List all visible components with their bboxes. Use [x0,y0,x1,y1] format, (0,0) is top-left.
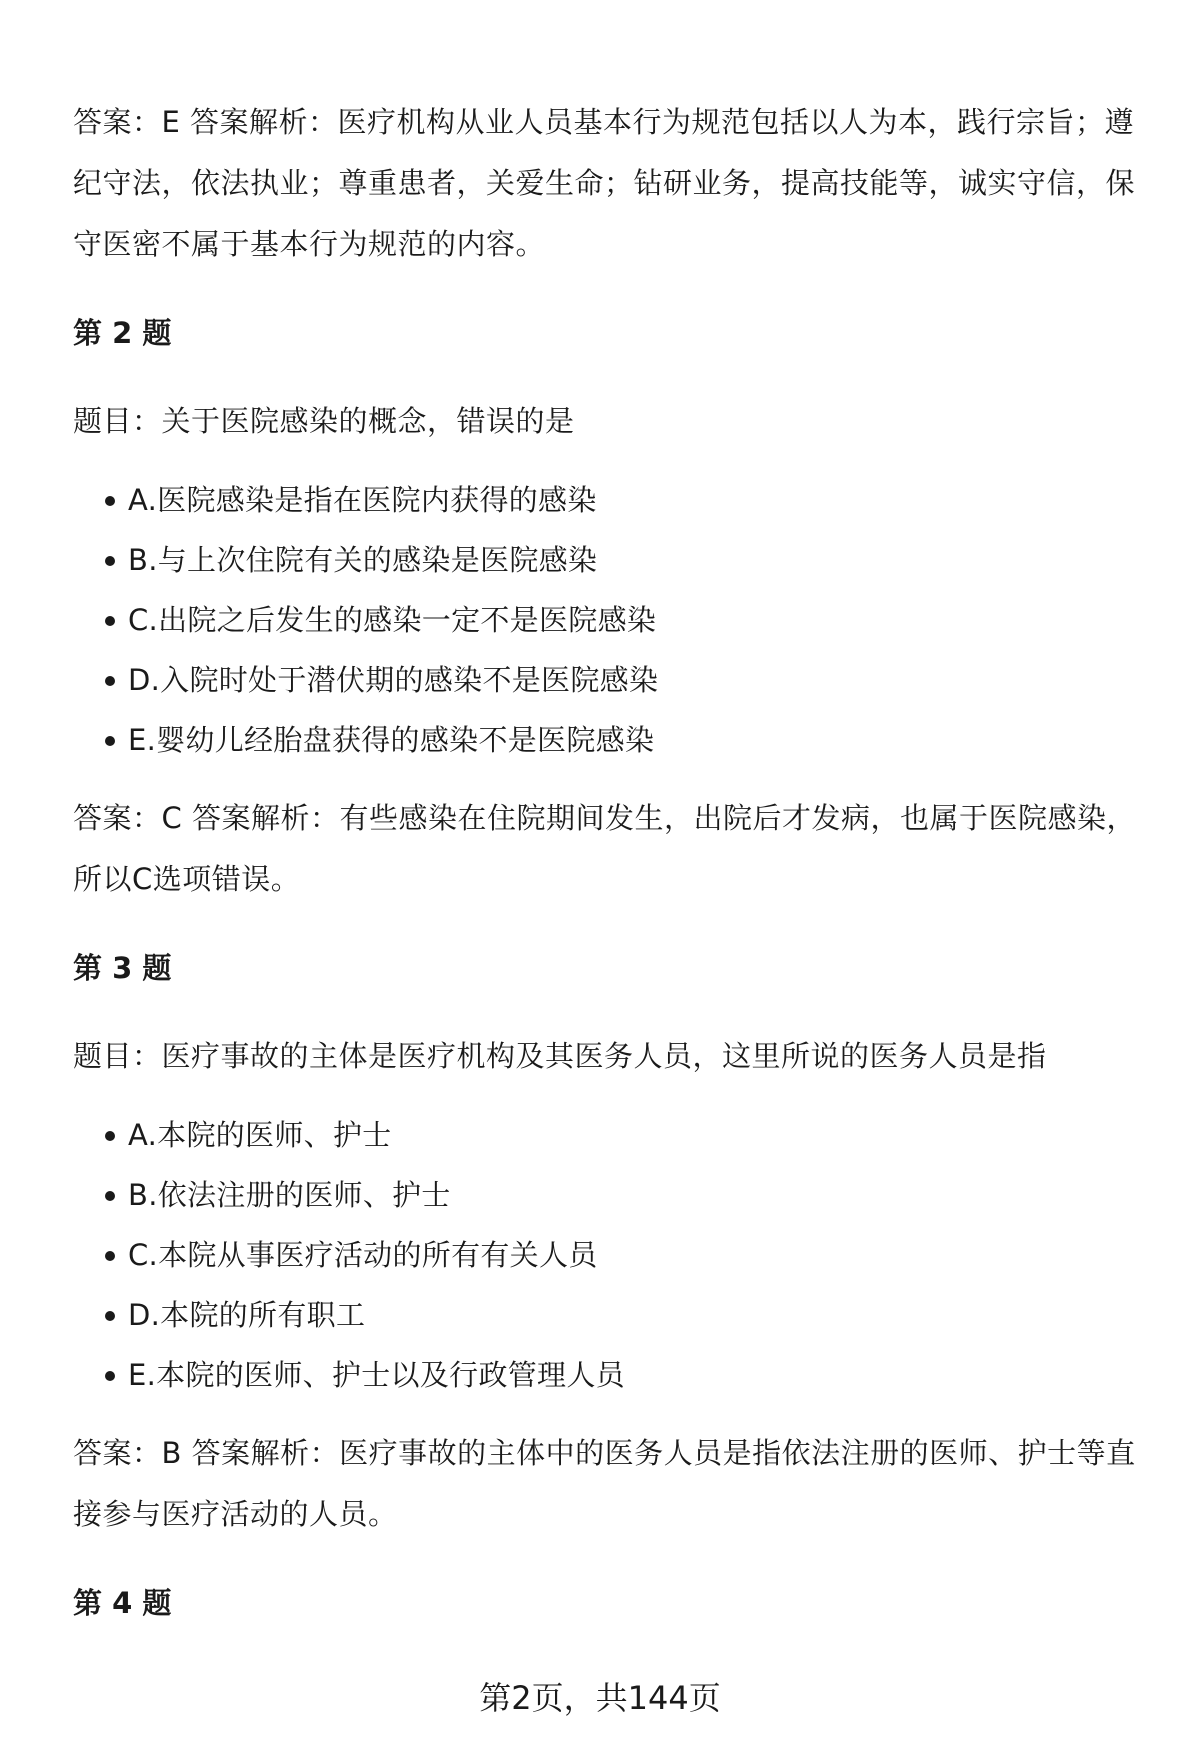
option-item: C.本院从事医疗活动的所有有关人员 [105,1225,1153,1285]
option-item: E.婴幼儿经胎盘获得的感染不是医院感染 [105,710,1153,770]
option-item: D.入院时处于潜伏期的感染不是医院感染 [105,650,1153,710]
option-item: C.出院之后发生的感染一定不是医院感染 [105,590,1153,650]
option-item: E.本院的医师、护士以及行政管理人员 [105,1345,1153,1405]
page-number-footer: 第2页，共144页 [479,1679,721,1717]
option-item: A.本院的医师、护士 [105,1105,1153,1165]
question-heading-4: 第 4 题 [73,1586,172,1620]
option-item: B.依法注册的医师、护士 [105,1165,1153,1225]
answer-explanation-q1: 答案：E 答案解析：医疗机构从业人员基本行为规范包括以人为本，践行宗旨；遵纪守法，依法执业；尊重患者，关爱生命；钻研业务，提高技能等，诚实守信，保守医密不属于基本行为规范的内容。 [73,105,1136,261]
option-item: A.医院感染是指在医院内获得的感染 [105,470,1153,530]
option-item: B.与上次住院有关的感染是医院感染 [105,530,1153,590]
question-heading-2: 第 2 题 [73,316,172,350]
options-list-q3 [73,1105,1153,1405]
answer-explanation-q2: 答案：C 答案解析：有些感染在住院期间发生，出院后才发病，也属于医院感染，所以C选项错误。 [73,801,1136,896]
answer-explanation-q3: 答案：B 答案解析：医疗事故的主体中的医务人员是指依法注册的医师、护士等直接参与医疗活动的人员。 [73,1436,1136,1531]
document-page [73,92,1153,1623]
question-heading-3: 第 3 题 [73,951,172,985]
options-list-q2 [73,470,1153,770]
question-text-3: 题目：医疗事故的主体是医疗机构及其医务人员，这里所说的医务人员是指 [73,1039,1047,1073]
question-text-2: 题目：关于医院感染的概念，错误的是 [73,404,575,438]
option-item: D.本院的所有职工 [105,1285,1153,1345]
